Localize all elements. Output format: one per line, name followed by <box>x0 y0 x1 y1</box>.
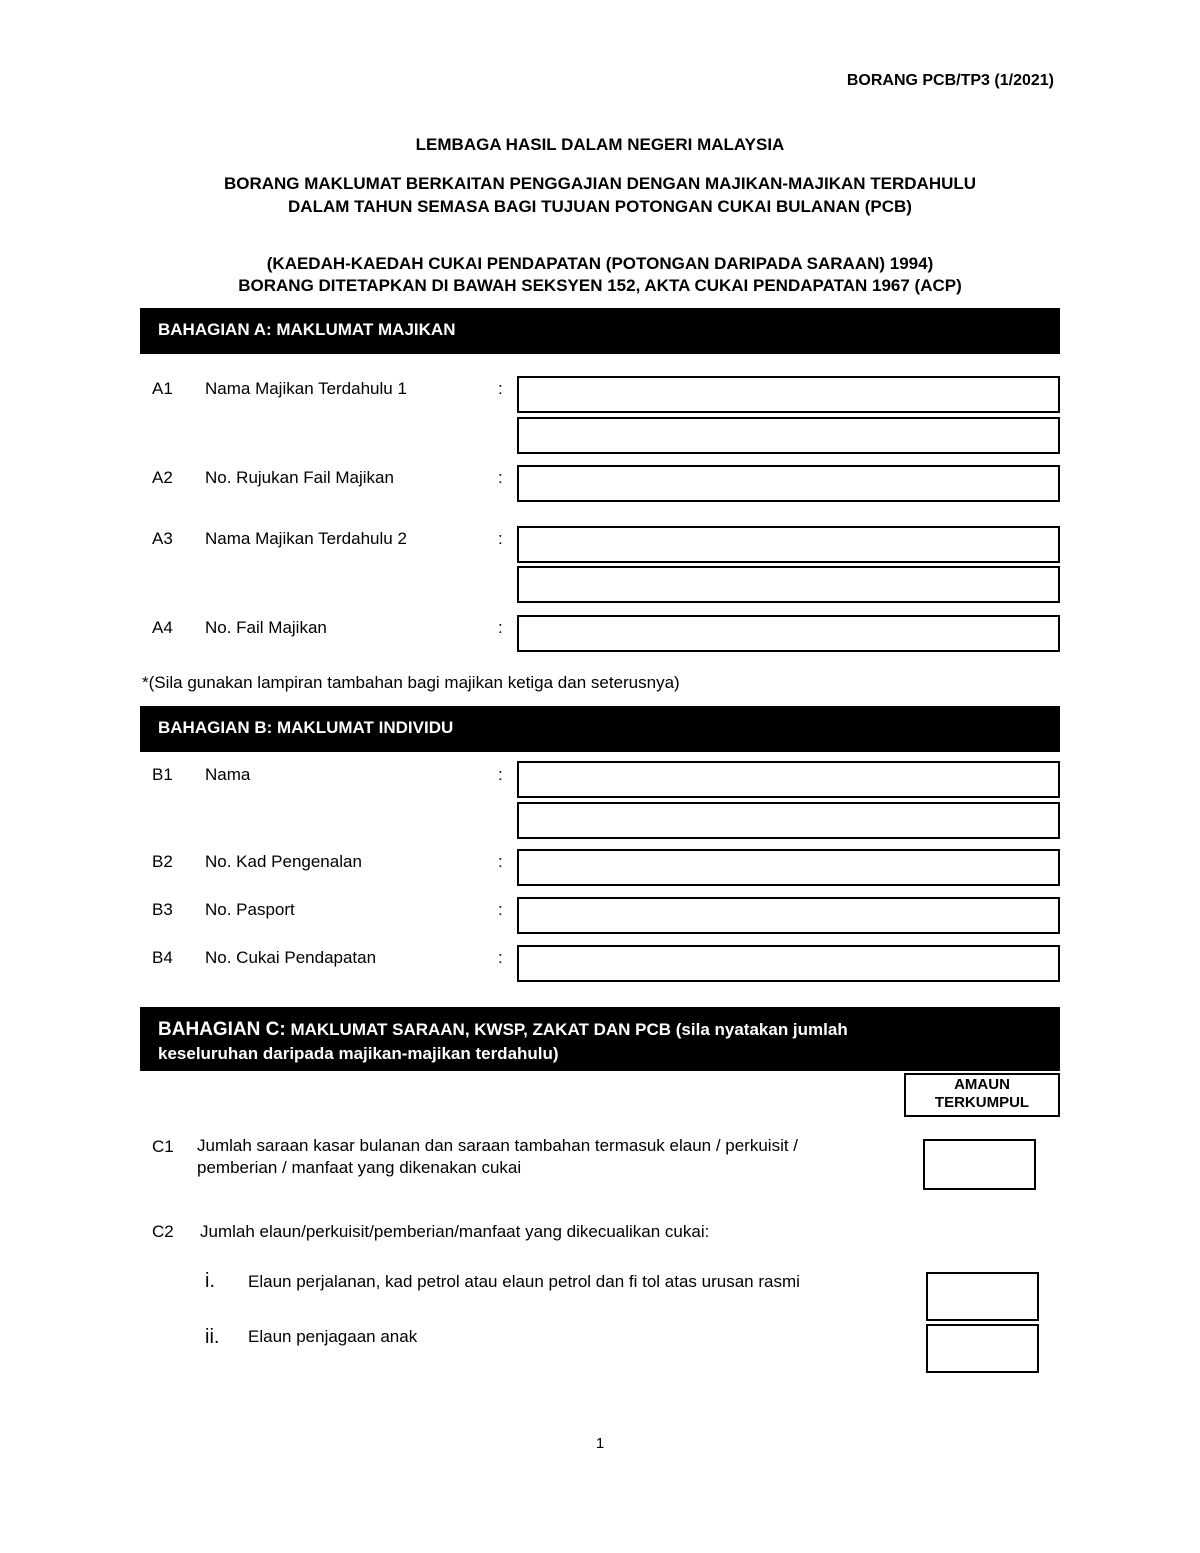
roman-numeral: ii. <box>205 1326 220 1348</box>
row-label: No. Kad Pengenalan <box>205 852 362 871</box>
section-c-title-rest: MAKLUMAT SARAAN, KWSP, ZAKAT DAN PCB (sila nyatakan jumlah <box>285 1020 848 1039</box>
row-code: B3 <box>152 900 173 919</box>
row-label: No. Rujukan Fail Majikan <box>205 468 394 487</box>
colon: : <box>498 468 503 487</box>
form-title-line-1: BORANG MAKLUMAT BERKAITAN PENGGAJIAN DENGAN MAJIKAN-MAJIKAN TERDAHULU <box>223 174 977 193</box>
c2-description: Jumlah elaun/perkuisit/pemberian/manfaat yang dikecualikan cukai: <box>200 1222 710 1241</box>
c2-item-ii-description: Elaun penjagaan anak <box>248 1327 418 1346</box>
row-code: B4 <box>152 948 173 967</box>
previous-employer-1-name-input[interactable] <box>517 376 1060 413</box>
colon: : <box>498 618 503 637</box>
legal-reference-line-2: BORANG DITETAPKAN DI BAWAH SEKSYEN 152, AKTA CUKAI PENDAPATAN 1967 (ACP) <box>238 276 962 295</box>
colon: : <box>498 852 503 871</box>
row-label: Nama Majikan Terdahulu 2 <box>205 529 407 548</box>
row-label: Nama <box>205 765 251 784</box>
section-b-header: BAHAGIAN B: MAKLUMAT INDIVIDU <box>140 706 1060 752</box>
c1-amount-input[interactable] <box>923 1139 1036 1190</box>
previous-employer-2-name-input-line-2[interactable] <box>517 566 1060 603</box>
employer-file-number-input[interactable] <box>517 615 1060 652</box>
agency-name: LEMBAGA HASIL DALAM NEGERI MALAYSIA <box>415 135 785 154</box>
section-c-title-line-2: keseluruhan daripada majikan-majikan terdahulu) <box>158 1044 559 1063</box>
individual-name-input-line-2[interactable] <box>517 802 1060 839</box>
amount-header-line-2: TERKUMPUL <box>934 1094 1030 1111</box>
c1-description-line-1: Jumlah saraan kasar bulanan dan saraan tambahan termasuk elaun / perkuisit / <box>197 1136 799 1155</box>
passport-number-input[interactable] <box>517 897 1060 934</box>
form-code: BORANG PCB/TP3 (1/2021) <box>846 72 1054 89</box>
c2-item-i-description: Elaun perjalanan, kad petrol atau elaun petrol dan fi tol atas urusan rasmi <box>248 1272 800 1291</box>
employer-file-reference-input[interactable] <box>517 465 1060 502</box>
additional-employer-note: *(Sila gunakan lampiran tambahan bagi majikan ketiga dan seterusnya) <box>142 673 680 692</box>
amount-column-header <box>904 1073 1060 1117</box>
row-code: A3 <box>152 529 173 548</box>
row-code: A1 <box>152 379 173 398</box>
row-label: No. Fail Majikan <box>205 618 327 637</box>
row-label: Nama Majikan Terdahulu 1 <box>205 379 407 398</box>
row-code: A4 <box>152 618 173 637</box>
row-code: B2 <box>152 852 173 871</box>
identity-card-number-input[interactable] <box>517 849 1060 886</box>
c1-description-line-2: pemberian / manfaat yang dikenakan cukai <box>197 1158 522 1177</box>
row-label: No. Pasport <box>205 900 295 919</box>
row-code: C2 <box>152 1222 174 1241</box>
page-number: 1 <box>595 1435 605 1452</box>
c2-item-ii-amount-input[interactable] <box>926 1324 1039 1373</box>
section-c-header <box>140 1007 1060 1071</box>
c2-item-i-amount-input[interactable] <box>926 1272 1039 1321</box>
individual-name-input[interactable] <box>517 761 1060 798</box>
amount-header-line-1: AMAUN <box>954 1076 1010 1093</box>
colon: : <box>498 379 503 398</box>
colon: : <box>498 529 503 548</box>
c1-description <box>197 1135 798 1179</box>
colon: : <box>498 900 503 919</box>
row-label: No. Cukai Pendapatan <box>205 948 377 967</box>
roman-numeral: i. <box>205 1270 215 1292</box>
legal-reference-line-1: (KAEDAH-KAEDAH CUKAI PENDAPATAN (POTONGAN DARIPADA SARAAN) 1994) <box>266 254 934 273</box>
section-a-header: BAHAGIAN A: MAKLUMAT MAJIKAN <box>140 308 1060 354</box>
previous-employer-2-name-input[interactable] <box>517 526 1060 563</box>
colon: : <box>498 765 503 784</box>
income-tax-number-input[interactable] <box>517 945 1060 982</box>
row-code: C1 <box>152 1137 174 1156</box>
section-c-title-bold: BAHAGIAN C: <box>158 1019 286 1040</box>
colon: : <box>498 948 503 967</box>
row-code: B1 <box>152 765 173 784</box>
previous-employer-1-name-input-line-2[interactable] <box>517 417 1060 454</box>
row-code: A2 <box>152 468 173 487</box>
form-title-line-2: DALAM TAHUN SEMASA BAGI TUJUAN POTONGAN CUKAI BULANAN (PCB) <box>288 197 912 216</box>
